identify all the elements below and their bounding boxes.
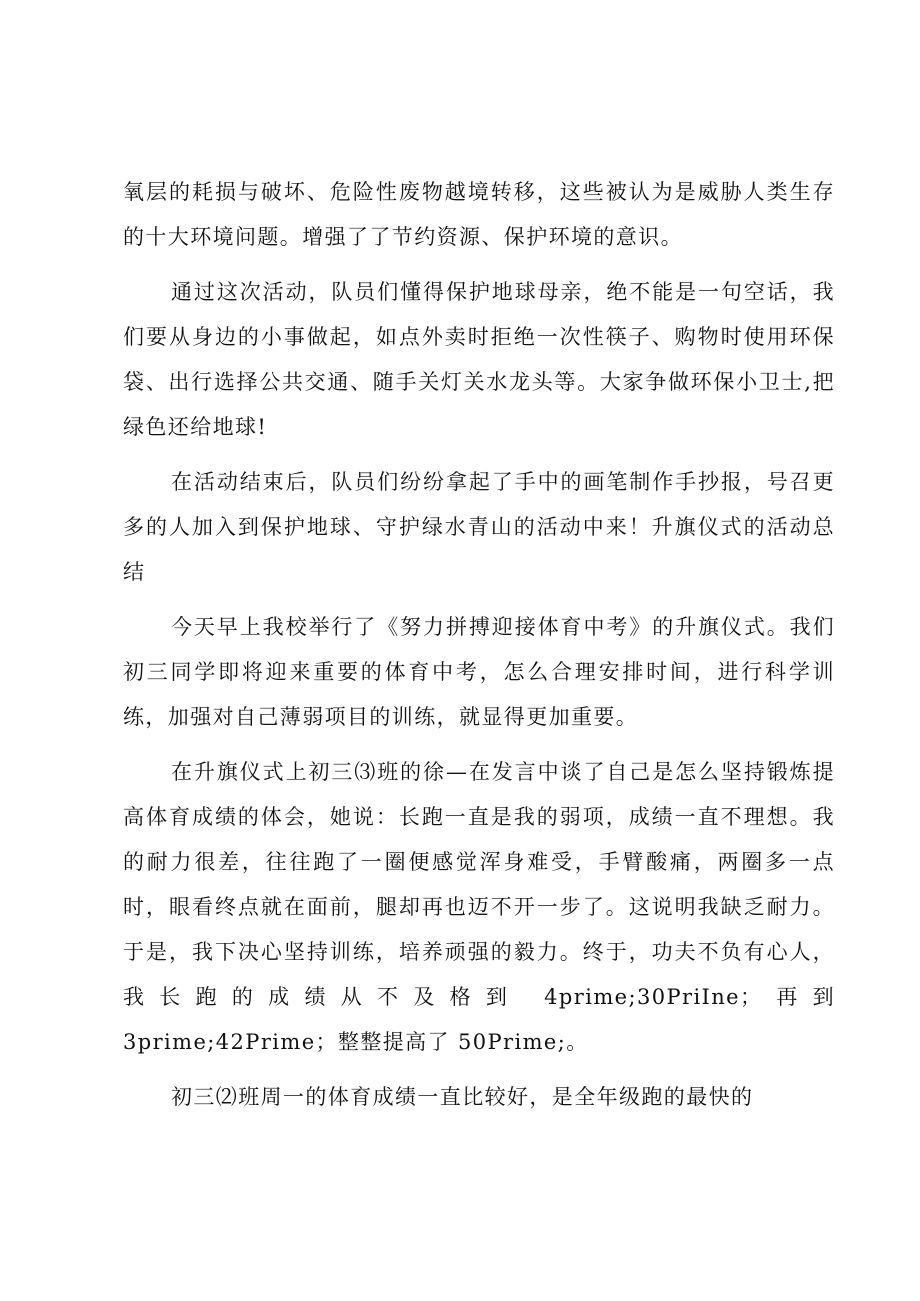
document-body (123, 170, 835, 1120)
paragraph-class-two: 初三⑵班周一的体育成绩一直比较好，是全年级跑的最快的 (171, 1085, 754, 1109)
paragraph-student-speech: 在升旗仪式上初三⑶班的徐—在发言中谈了自己是怎么坚持锻炼提高体育成绩的体会，她说：长跑一直是我的弱项，成绩一直不理想。我的耐力很差，往往跑了一圈便感觉浑身难受，手臂酸痛，两圈多一点时，眼看终点就在面前，腿却再也迈不开一步了。这说明我缺乏耐力。于是，我下决心坚持训练，培养顽强的毅力。终于，功夫不负有心人，我长跑的成绩从不及格到 4prime;30PriIne；再到 3prime;42Prime；整整提高了 50Prime;。 (123, 760, 835, 1054)
paragraph-handwritten-newspaper: 在活动结束后，队员们纷纷拿起了手中的画笔制作手抄报，号召更多的人加入到保护地球、守护绿水青山的活动中来！升旗仪式的活动总结 (123, 470, 835, 584)
paragraph-environment-problems: 氧层的耗损与破坏、危险性废物越境转移，这些被认为是威胁人类生存的十大环境问题。增强了了节约资源、保护环境的意识。 (123, 180, 835, 249)
paragraph-flag-ceremony: 今天早上我校举行了《努力拼搏迎接体育中考》的升旗仪式。我们初三同学即将迎来重要的体育中考，怎么合理安排时间，进行科学训练，加强对自己薄弱项目的训练，就显得更加重要。 (123, 615, 835, 729)
paragraph-activity-lesson: 通过这次活动，队员们懂得保护地球母亲，绝不能是一句空话，我们要从身边的小事做起，如点外卖时拒绝一次性筷子、购物时使用环保袋、出行选择公共交通、随手关灯关水龙头等。大家争做环保小卫士,把绿色还给地球! (123, 280, 835, 439)
